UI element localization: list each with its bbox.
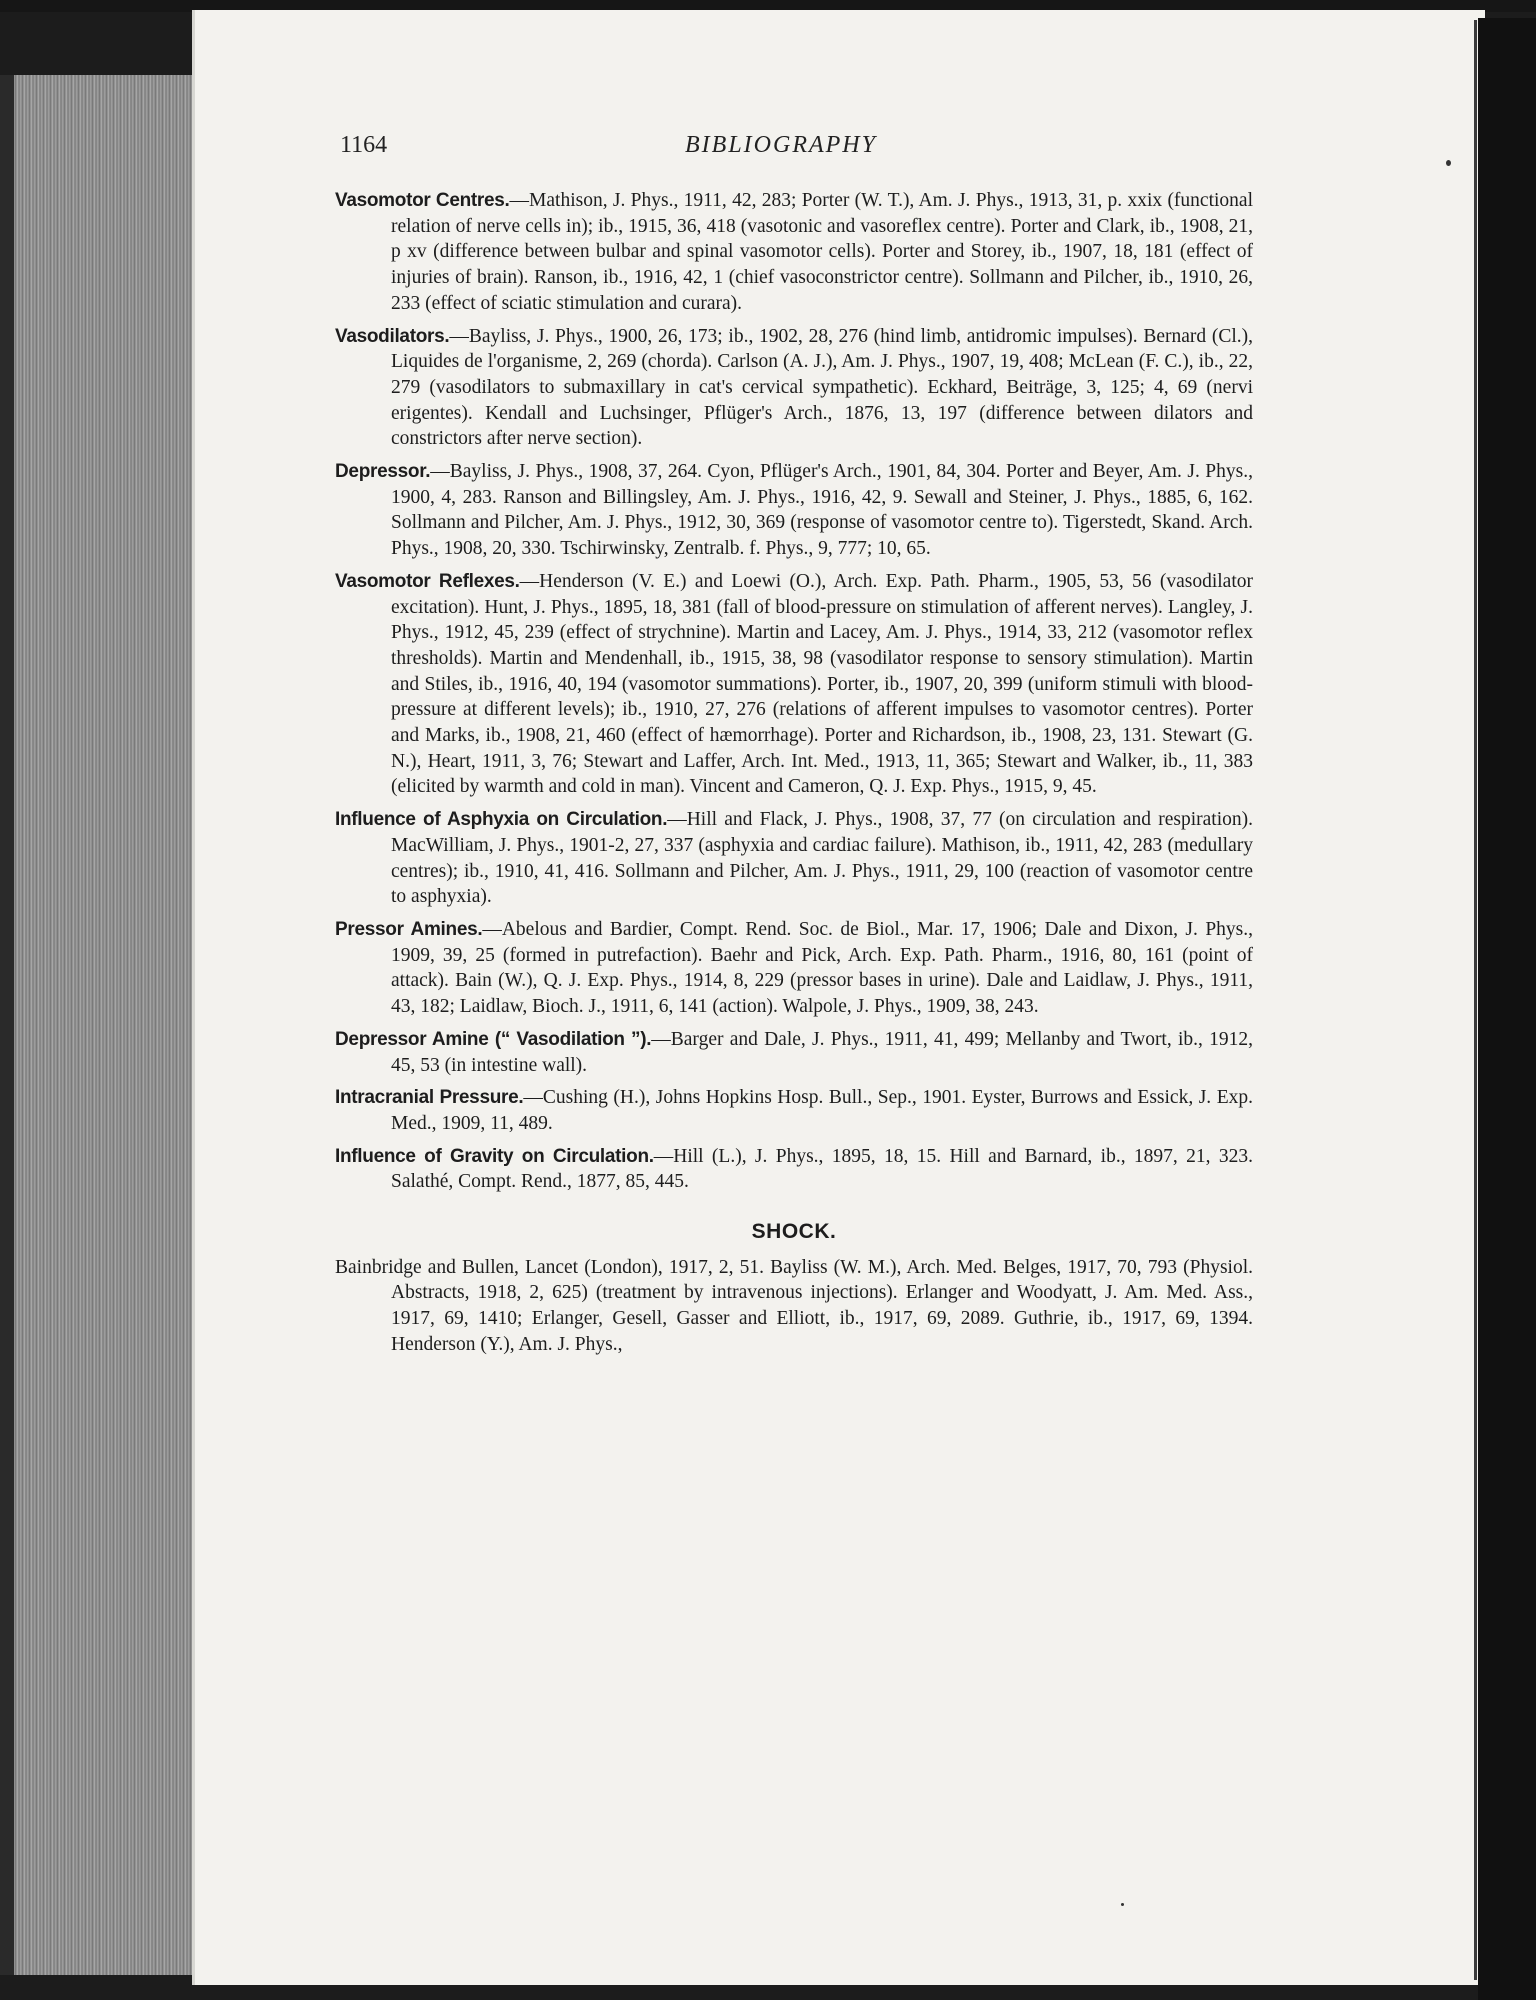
entry-heading: Depressor Amine (“ Vasodilation ”). (335, 1028, 652, 1050)
page-fold-line (1474, 20, 1477, 1980)
entry-references: —Barger and Dale, J. Phys., 1911, 41, 499; Mellanby and Twort, ib., 1912, 45, 53 (in intestine wall). (391, 1028, 1253, 1076)
bibliography-entry (335, 1027, 1253, 1078)
entry-heading: Influence of Asphyxia on Circulation. (335, 809, 668, 831)
entry-heading: Vasodilators. (335, 325, 450, 347)
bibliography-entry (335, 807, 1253, 910)
entry-heading: Influence of Gravity on Circulation. (335, 1145, 654, 1167)
bibliography-content (335, 188, 1253, 1358)
entry-references: —Abelous and Bardier, Compt. Rend. Soc. de Biol., Mar. 17, 1906; Dale and Dixon, J. Phys., 1909, 39, 25 (formed in putrefaction). Baehr and Pick, Arch. Exp. Path. Pharm., 1916, 80, 161 (point of attack). Bain (W.), Q. J. Exp. Phys., 1914, 8, 229 (pressor bases in urine). Dale and Laidlaw, J. Phys., 1911, 43, 182; Laidlaw, Bioch. J., 1911, 6, 141 (action). Walpole, J. Phys., 1909, 38, 243. (391, 918, 1254, 1018)
bibliography-entry (335, 1085, 1253, 1136)
entry-heading: Vasomotor Centres. (335, 190, 510, 211)
entry-references: —Hill and Flack, J. Phys., 1908, 37, 77 (on circulation and respiration). MacWilliam, J. Phys., 1901-2, 27, 337 (asphyxia and cardiac failure). Mathison, ib., 1911, 42, 283 (medullary centres); ib., 1910, 41, 416. Sollmann and Pilcher, Am. J. Phys., 1911, 29, 100 (reaction of vasomotor centre to asphyxia). (391, 809, 1253, 908)
paper-speck (1121, 1903, 1124, 1906)
bibliography-entry (335, 324, 1253, 453)
bibliography-entry (335, 569, 1253, 800)
bibliography-entry (335, 188, 1253, 317)
entry-references: —Hill (L.), J. Phys., 1895, 18, 15. Hill and Barnard, ib., 1897, 21, 323. Salathé, Compt. Rend., 1877, 85, 445. (391, 1145, 1253, 1193)
paper-speck (1446, 160, 1451, 166)
entry-heading: Vasomotor Reflexes. (335, 570, 520, 592)
entry-references: —Mathison, J. Phys., 1911, 42, 283; Porter (W. T.), Am. J. Phys., 1913, 31, p. xxix (functional relation of nerve cells in); ib., 1915, 36, 418 (vasotonic and vasoreflex centre). Porter and Clark, ib., 1908, 21, p xv (difference between bulbar and spinal vasomotor cells). Porter and Storey, ib., 1907, 18, 181 (effect of injuries of brain). Ranson, ib., 1916, 42, 1 (chief vasoconstrictor centre). Sollmann and Pilcher, ib., 1910, 26, 233 (effect of sciatic stimulation and curara). (391, 190, 1253, 314)
bibliography-entry (335, 1144, 1253, 1195)
entry-references: —Bayliss, J. Phys., 1908, 37, 264. Cyon, Pflüger's Arch., 1901, 84, 304. Porter and Beyer, Am. J. Phys., 1900, 4, 283. Ranson and Billingsley, Am. J. Phys., 1916, 42, 9. Sewall and Steiner, J. Phys., 1885, 6, 162. Sollmann and Pilcher, Am. J. Phys., 1912, 30, 369 (response of vasomotor centre to). Tigerstedt, Skand. Arch. Phys., 1908, 20, 330. Tschirwinsky, Zentralb. f. Phys., 9, 777; 10, 65. (391, 461, 1253, 560)
bibliography-entry (335, 917, 1253, 1020)
shock-references: Bainbridge and Bullen, Lancet (London), 1917, 2, 51. Bayliss (W. M.), Arch. Med. Belges, 1917, 70, 793 (Physiol. Abstracts, 1918, 2, 625) (treatment by intravenous injections). Erlanger and Woodyatt, J. Am. Med. Ass., 1917, 69, 1410; Erlanger, Gesell, Gasser and Elliott, ib., 1917, 69, 2089. Guthrie, ib., 1917, 69, 1394. Henderson (Y.), Am. J. Phys., (335, 1256, 1253, 1355)
entry-references: —Cushing (H.), Johns Hopkins Hosp. Bull., Sep., 1901. Eyster, Burrows and Essick, J. Exp. Med., 1909, 11, 489. (391, 1087, 1253, 1134)
entry-references: —Henderson (V. E.) and Loewi (O.), Arch. Exp. Path. Pharm., 1905, 53, 56 (vasodilator excitation). Hunt, J. Phys., 1895, 18, 381 (fall of blood-pressure on stimulation of afferent nerves). Langley, J. Phys., 1912, 45, 239 (effect of strychnine). Martin and Lacey, Am. J. Phys., 1914, 33, 212 (vasomotor reflex thresholds). Martin and Mendenhall, ib., 1915, 38, 98 (vasodilator response to sensory stimulation). Martin and Stiles, ib., 1916, 40, 194 (vasomotor summations). Porter, ib., 1907, 20, 399 (uniform stimuli with blood-pressure at different levels); ib., 1910, 27, 276 (relations of afferent impulses to vasomotor centres). Porter and Marks, ib., 1908, 21, 460 (effect of hæmorrhage). Porter and Richardson, ib., 1908, 23, 131. Stewart (G. N.), Heart, 1911, 3, 76; Stewart and Laffer, Arch. Int. Med., 1913, 11, 365; Stewart and Walker, ib., 11, 383 (elicited by warmth and cold in man). Vincent and Cameron, Q. J. Exp. Phys., 1915, 9, 45. (391, 570, 1253, 798)
scan-right-border (1478, 18, 1536, 2000)
entry-references: —Bayliss, J. Phys., 1900, 26, 173; ib., 1902, 28, 276 (hind limb, antidromic impulses). Bernard (Cl.), Liquides de l'organisme, 2, 269 (chorda). Carlson (A. J.), Am. J. Phys., 1907, 19, 408; McLean (F. C.), ib., 22, 279 (vasodilators to submaxillary in cat's cervical sympathetic). Eckhard, Beiträge, 3, 125; 4, 69 (nervi erigentes). Kendall and Luchsinger, Pflüger's Arch., 1876, 13, 197 (difference between dilators and constrictors after nerve section). (391, 325, 1253, 450)
entry-heading: Depressor. (335, 461, 431, 483)
entry-heading: Pressor Amines. (335, 918, 483, 940)
entry-heading: Intracranial Pressure. (335, 1087, 524, 1109)
book-cover-edge (0, 75, 14, 1975)
book-page-edges (0, 75, 195, 1975)
page-number: 1164 (340, 132, 388, 158)
section-heading-shock: SHOCK. (751, 1220, 837, 1244)
page-header (340, 132, 1250, 166)
bibliography-entry (335, 459, 1253, 562)
running-head: BIBLIOGRAPHY (685, 132, 877, 158)
